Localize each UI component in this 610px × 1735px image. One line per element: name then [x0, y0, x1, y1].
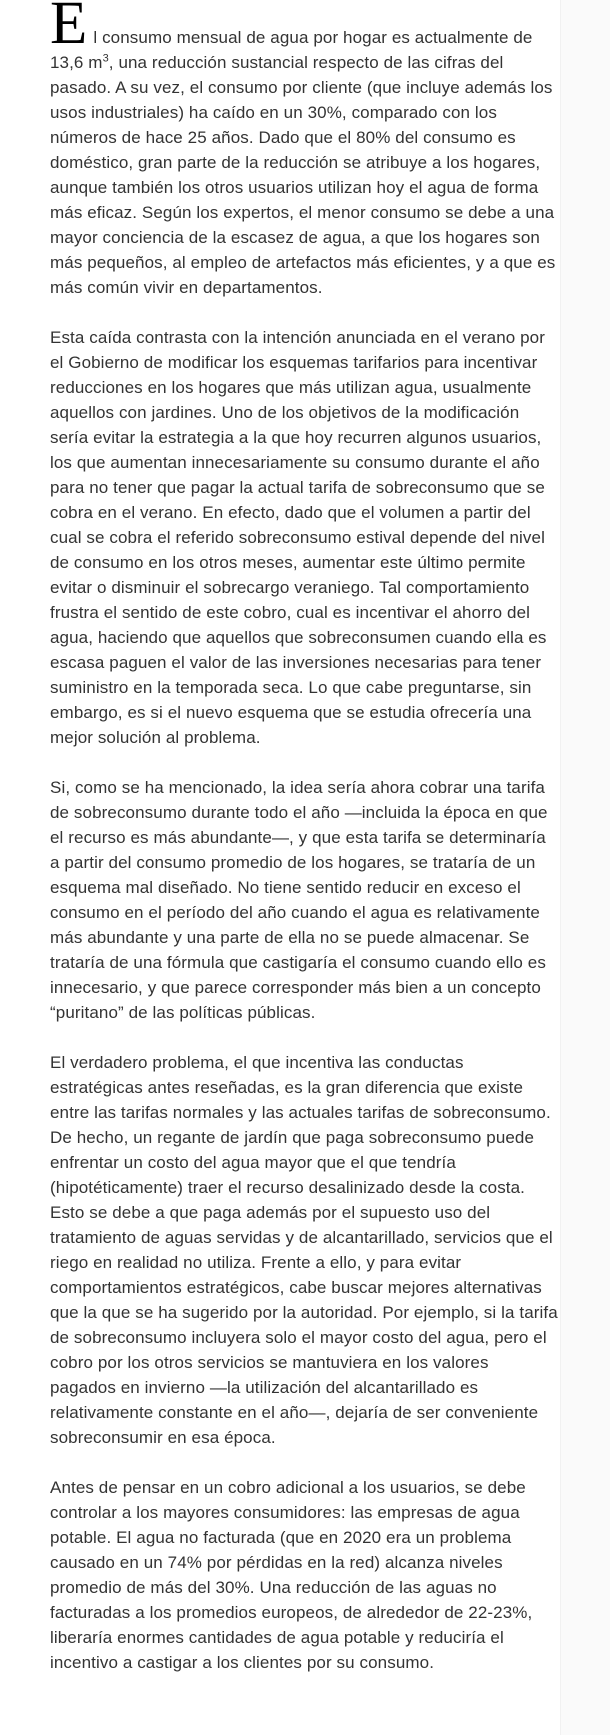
drop-cap-letter: E — [50, 0, 88, 57]
paragraph-1-text-start: l consumo mensual de agua por hogar es actualmente de 13,6 m — [50, 28, 533, 72]
paragraph-1-text-end: , una reducción sustancial respecto de las cifras del pasado. A su vez, el consumo por cliente (que incluye además los usos industriales) ha caído en un 30%, comparado con los números de hace 25 años. Dado que el 80% del consumo es doméstico, gran parte de la reducción se atribuye a los hogares, aunque también los otros usuarios utilizan hoy el agua de forma más eficaz. Según los expertos, el menor consumo se debe a una mayor conciencia de la escasez de agua, a que los hogares son más pequeños, al empleo de artefactos más eficientes, y a que es más común vivir en departamentos. — [50, 53, 556, 297]
article-paragraph-5: Antes de pensar en un cobro adicional a los usuarios, se debe controlar a los mayores consumidores: las empresas de agua potable. El agua no facturada (que en 2020 era un problema causado en un 74% por pérdidas en la red) alcanza niveles promedio de más del 30%. Una reducción de las aguas no facturadas a los promedios europeos, de alrededor de 22-23%, liberaría enormes cantidades de agua potable y reduciría el incentivo a castigar a los clientes por su consumo. — [50, 1478, 533, 1672]
cubic-meter-superscript: 3 — [102, 52, 109, 65]
article-paragraph-2: Esta caída contrasta con la intención anunciada en el verano por el Gobierno de modificar los esquemas tarifarios para incentivar reducciones en los hogares que más utilizan agua, usualmente aquellos con jardines. Uno de los objetivos de la modificación sería evitar la estrategia a la que hoy recurren algunos usuarios, los que aumentan innecesariamente su consumo durante el año para no tener que pagar la actual tarifa de sobreconsumo que se cobra en el verano. En efecto, dado que el volumen a partir del cual se cobra el referido sobreconsumo estival depende del nivel de consumo en los otros meses, aumentar este último permite evitar o disminuir el sobrecargo veraniego. Tal comportamiento frustra el sentido de este cobro, cual es incentivar el ahorro del agua, haciendo que aquellos que sobreconsumen cuando ella es escasa paguen el valor de las inversiones necesarias para tener suministro en la temporada seca. Lo que cabe preguntarse, sin embargo, es si el nuevo esquema que se estudia ofrecería una mejor solución al problema. — [50, 328, 547, 747]
article-paragraph-3: Si, como se ha mencionado, la idea sería ahora cobrar una tarifa de sobreconsumo durante todo el año —incluida la época en que el recurso es más abundante—, y que esta tarifa se determinaría a partir del consumo promedio de los hogares, se trataría de un esquema mal diseñado. No tiene sentido reducir en exceso el consumo en el período del año cuando el agua es relativamente más abundante y una parte de ella no se puede almacenar. Se trataría de una fórmula que castigaría el consumo cuando ello es innecesario, y que parece corresponder más bien a un concepto “puritano” de las políticas públicas. — [50, 778, 548, 1022]
page-gutter — [560, 0, 610, 1735]
article-body — [50, 2, 559, 1700]
article-paragraph-4: El verdadero problema, el que incentiva las conductas estratégicas antes reseñadas, es la gran diferencia que existe entre las tarifas normales y las actuales tarifas de sobreconsumo. De hecho, un regante de jardín que paga sobreconsumo puede enfrentar un costo del agua mayor que el que tendría (hipotéticamente) traer el recurso desalinizado desde la costa. Esto se debe a que paga además por el supuesto uso del tratamiento de aguas servidas y de alcantarillado, servicios que el riego en realidad no utiliza. Frente a ello, y para evitar comportamientos estratégicos, cabe buscar mejores alternativas que la que se ha sugerido por la autoridad. Por ejemplo, si la tarifa de sobreconsumo incluyera solo el mayor costo del agua, pero el cobro por los otros servicios se mantuviera en los valores pagados en invierno —la utilización del alcantarillado es relativamente constante en el año—, dejaría de ser conveniente sobreconsumir en esa época. — [50, 1053, 558, 1447]
article-paragraph-1 — [50, 2, 559, 300]
